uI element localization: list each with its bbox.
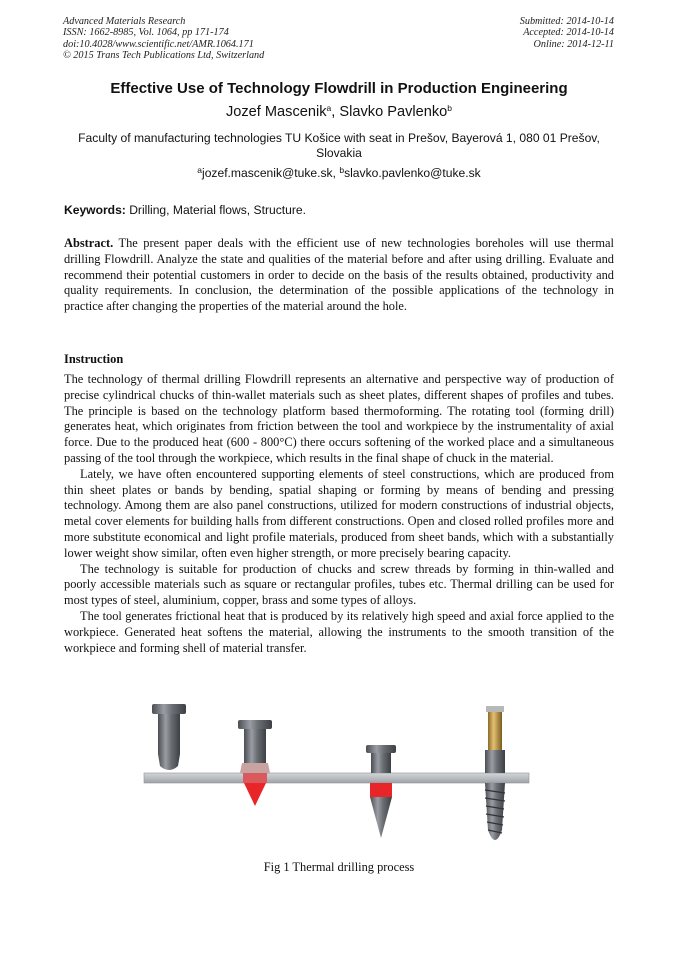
keywords-label: Keywords:	[64, 203, 126, 217]
journal-header-left	[63, 16, 264, 61]
email-address: jozef.mascenik@tuke.sk	[202, 166, 333, 180]
journal-doi: doi:10.4028/www.scientific.net/AMR.1064.171	[63, 38, 254, 50]
abstract-label: Abstract.	[64, 236, 114, 250]
figure-caption: Fig 1 Thermal drilling process	[263, 860, 415, 874]
journal-header-right	[520, 16, 614, 50]
date-online: Online: 2014-12-11	[533, 38, 614, 50]
drill-stage-3	[366, 745, 396, 838]
keywords	[64, 203, 614, 217]
abstract-text: The present paper deals with the efficient use of new technologies boreholes will use thermal drilling Flowdrill. Analyze the state and qualities of the material before and after using drilling. Evaluate and recommend their potential customers in order to decide on the basis of the results obtained, productivity and quality requirements. In conclusion, the determination of the possible applications of the technology in practice after changing the properties of the material around the hole.	[64, 236, 614, 314]
email-mark: b	[339, 165, 345, 175]
keywords-text: Drilling, Material flows, Structure.	[125, 203, 306, 217]
date-accepted: Accepted: 2014-10-14	[523, 27, 614, 39]
drill-stage-4	[485, 706, 505, 840]
journal-name: Advanced Materials Research	[63, 16, 186, 27]
affiliation: Faculty of manufacturing technologies TU Košice with seat in Prešov, Bayerová 1, 080 01 Prešov, Slovakia	[78, 131, 600, 160]
email-address: slavko.pavlenko@tuke.sk	[344, 166, 481, 180]
abstract	[64, 236, 614, 315]
author-affil-mark: b	[447, 103, 453, 113]
author-name: Slavko Pavlenko	[339, 104, 448, 120]
date-submitted: Submitted: 2014-10-14	[519, 16, 614, 27]
email-mark: a	[197, 165, 203, 175]
author-separator: ,	[331, 104, 340, 120]
email-separator: ,	[332, 166, 340, 180]
author-affil-mark: a	[326, 103, 332, 113]
body-paragraph: Lately, we have often encountered supporting elements of steel constructions, which are produced from thin sheet plates or bands by bending, spatial shaping or forming by means of bending and pressing technology. Among them are also panel constructions, utilized for modern constructions of industrial objects, metal cover elements for building halls from different constructions. Open and closed rolled profiles more and more substitute economical and light profile materials, produced from sheet bands, which with a substantially lower weight show similar, often even higher strength, or more precisely bearing capacity.	[64, 466, 614, 560]
author-list	[0, 104, 678, 120]
paper-title: Effective Use of Technology Flowdrill in Production Engineering	[110, 80, 568, 97]
author-name: Jozef Mascenik	[225, 104, 327, 120]
body-paragraph: The tool generates frictional heat that is produced by its relatively high speed and axial force applied to the workpiece. Generated heat softens the material, allowing the instruments to the smooth transition of the workpiece and forming shell of material transfer.	[64, 608, 614, 655]
journal-issn: ISSN: 1662-8985, Vol. 1064, pp 171-174	[63, 27, 229, 39]
body-paragraph: The technology of thermal drilling Flowdrill represents an alternative and perspective way of production of precise cylindrical chucks of thin-wallet materials such as sheet plates, different shapes of profiles and tubes. The principle is based on the technology platform based thermoforming. The rotating tool (forming drill) generates heat, which originates from friction between the tool and workpiece by the instrumentality of axial force. Due to the produced heat (600 - 800°C) there occurs softening of the worked place and a simultaneous passing of the tool through the workpiece, which results in the final shape of chuck in the material.	[64, 372, 614, 465]
thermal-drilling-figure	[140, 700, 540, 852]
drill-stage-1	[152, 704, 186, 770]
section-heading: Instruction	[64, 352, 124, 366]
drill-stage-2	[238, 720, 272, 806]
section-body	[64, 372, 614, 656]
journal-copyright: © 2015 Trans Tech Publications Ltd, Switzerland	[63, 49, 265, 61]
workpiece-plate	[144, 773, 529, 783]
body-paragraph: The technology is suitable for production of chucks and screw threads by forming in thin-walled and poorly accessible materials such as square or rectangular profiles, tubes etc. Thermal drilling can be used for most types of steel, aluminium, copper, brass and some types of alloys.	[64, 561, 614, 608]
author-emails	[0, 166, 678, 180]
